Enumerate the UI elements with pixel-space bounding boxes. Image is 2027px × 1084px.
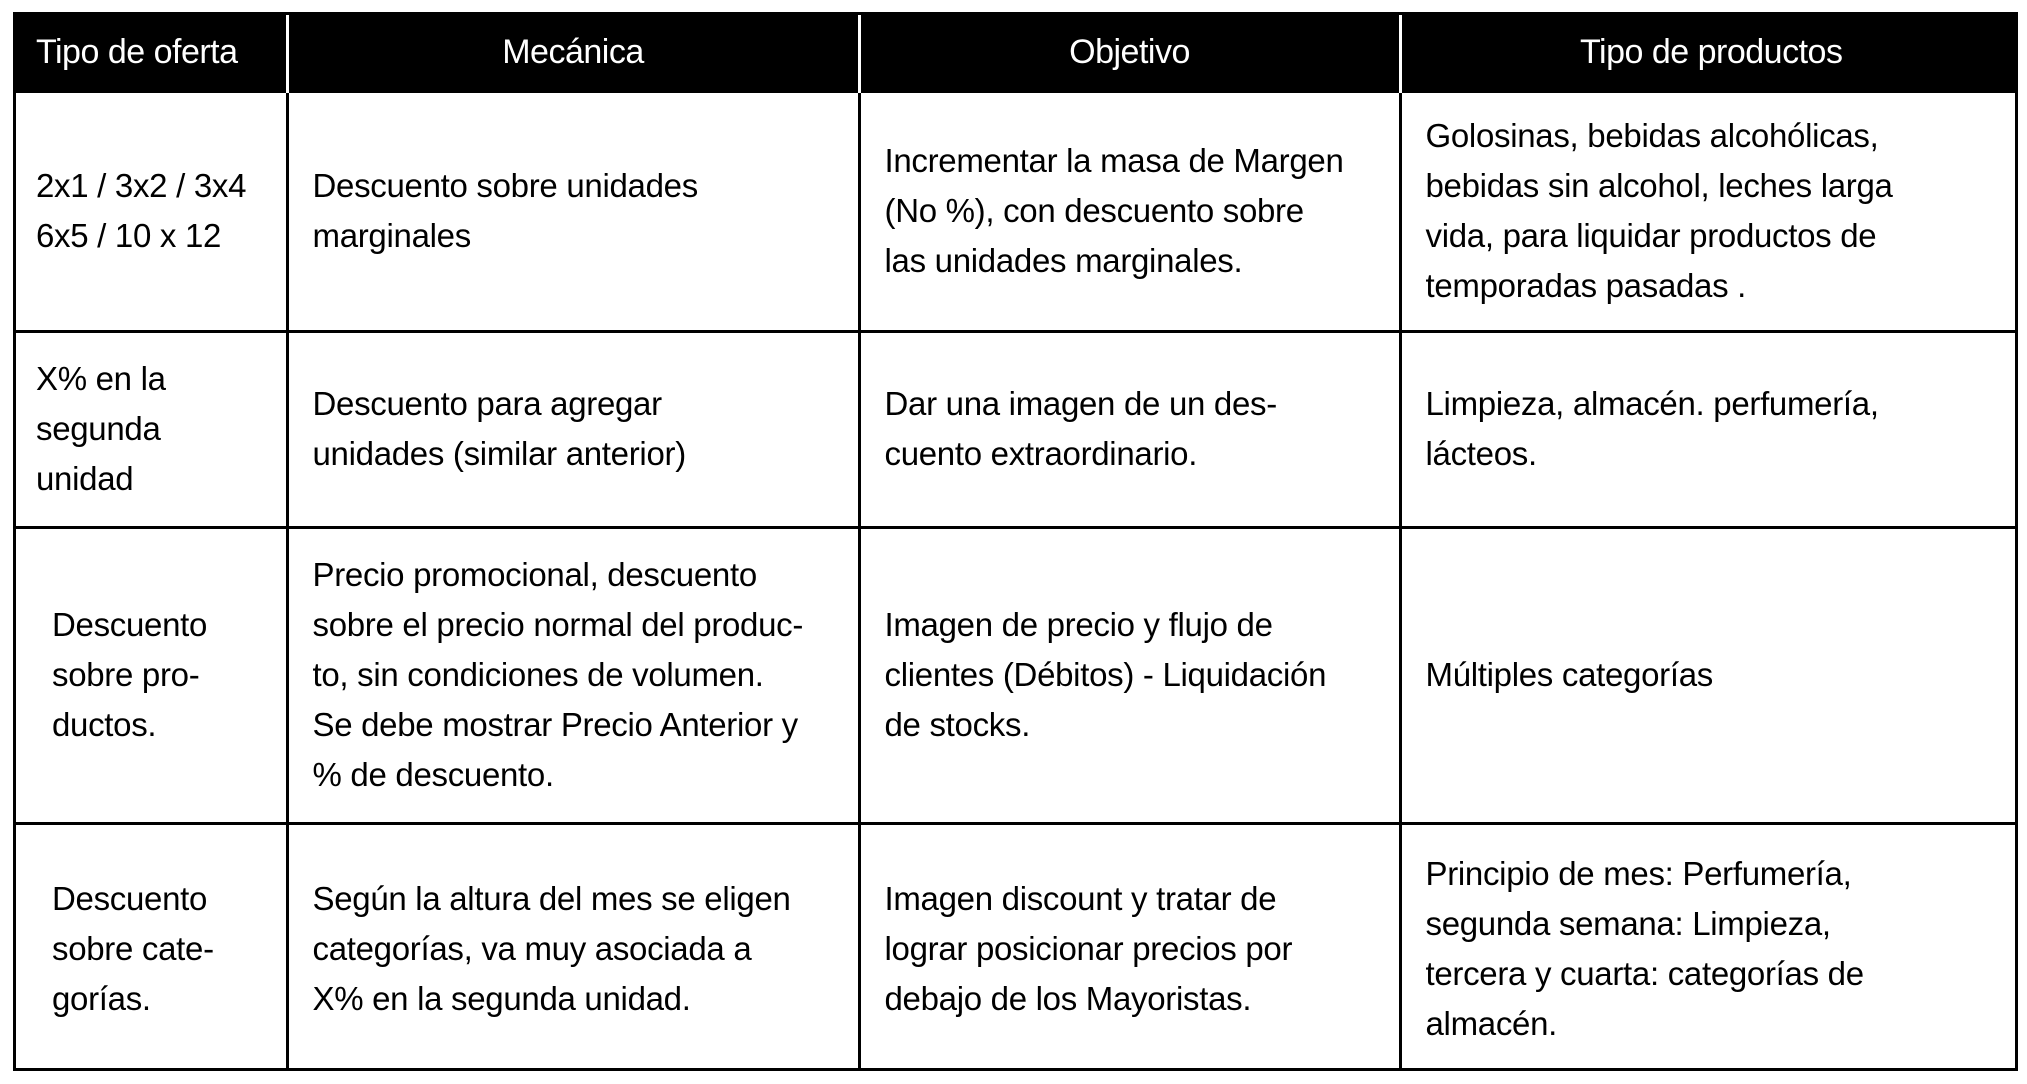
cell-mecanica: Según la altura del mes se eligen categorías, va muy asociada a X% en la segunda unidad. [287,823,859,1071]
offers-table-container [13,12,2018,1071]
cell-objetivo: Incrementar la masa de Margen (No %), con descuento sobre las unidades marginales. [859,91,1400,331]
table-row [16,527,2018,823]
cell-tipo-de-productos: Golosinas, bebidas alcohólicas, bebidas sin alcohol, leches larga vida, para liquidar productos de temporadas pasadas . [1400,91,2018,331]
cell-objetivo: Imagen discount y tratar de lograr posicionar precios por debajo de los Mayoristas. [859,823,1400,1071]
table-row [16,823,2018,1071]
cell-objetivo: Imagen de precio y flujo de clientes (Débitos) - Liquidación de stocks. [859,527,1400,823]
table-row [16,91,2018,331]
header-row [16,15,2018,91]
header-tipo-de-productos: Tipo de productos [1400,15,2018,91]
table-body [16,91,2018,1071]
header-mecanica: Mecánica [287,15,859,91]
header-tipo-de-oferta: Tipo de oferta [16,15,287,91]
cell-tipo-de-oferta: Descuento sobre pro- ductos. [16,527,287,823]
cell-mecanica: Precio promocional, descuento sobre el precio normal del produc- to, sin condiciones de volumen. Se debe mostrar Precio Anterior y % de descuento. [287,527,859,823]
cell-tipo-de-productos: Principio de mes: Perfumería, segunda semana: Limpieza, tercera y cuarta: categorías de almacén. [1400,823,2018,1071]
cell-tipo-de-productos: Múltiples categorías [1400,527,2018,823]
cell-tipo-de-oferta: 2x1 / 3x2 / 3x4 6x5 / 10 x 12 [16,91,287,331]
table-header [16,15,2018,91]
cell-mecanica: Descuento para agregar unidades (similar anterior) [287,331,859,527]
cell-tipo-de-productos: Limpieza, almacén. perfumería, lácteos. [1400,331,2018,527]
cell-mecanica: Descuento sobre unidades marginales [287,91,859,331]
cell-tipo-de-oferta: X% en la segunda unidad [16,331,287,527]
cell-objetivo: Dar una imagen de un des- cuento extraordinario. [859,331,1400,527]
header-objetivo: Objetivo [859,15,1400,91]
table-row [16,331,2018,527]
offers-table [16,15,2018,1071]
cell-tipo-de-oferta: Descuento sobre cate- gorías. [16,823,287,1071]
